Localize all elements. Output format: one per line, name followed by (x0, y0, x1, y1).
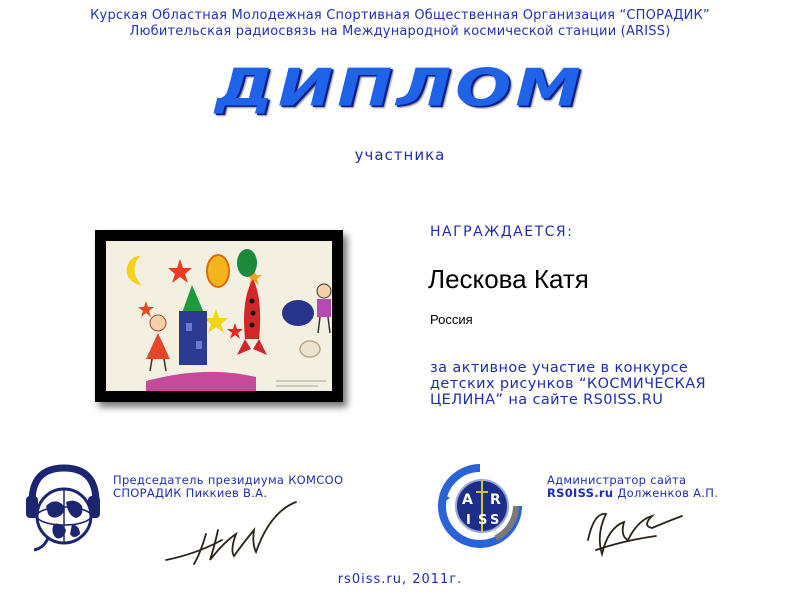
program-name-line: Любительская радиосвязь на Международной космической станции (ARISS) (129, 24, 671, 39)
recipient-country: Россия (430, 312, 473, 327)
award-reason (430, 360, 770, 408)
administrator-signature (578, 500, 698, 565)
ariss-letter: A (462, 492, 473, 508)
award-reason-line: за активное участие в конкурсе (430, 360, 689, 376)
chairman-caption (113, 474, 343, 500)
ariss-letter: S (478, 513, 488, 528)
childrens-drawing-image (106, 241, 332, 391)
organization-name-line: Курская Областная Молодежная Спортивная Общественная Организация “СПОРАДИК” (90, 8, 710, 23)
ariss-letter: I (466, 513, 471, 528)
award-reason-line: ЦЕЛИНА” на сайте RS0ISS.RU (430, 392, 664, 408)
diploma-title: ДИПЛОМ (215, 58, 585, 119)
administrator-name: Долженков А.П. (613, 486, 719, 500)
site-name: RS0ISS.ru (547, 486, 614, 500)
diploma-subtitle: участника (354, 146, 446, 164)
sporadic-globe-logo (24, 462, 102, 554)
administrator-caption (547, 474, 718, 500)
drawing-frame (95, 230, 343, 402)
footer-site-year: rs0iss.ru, 2011г. (337, 572, 463, 587)
recipient-name: Лескова Катя (428, 264, 589, 294)
administrator-title: Администратор сайта (547, 473, 687, 487)
ariss-letter: S (490, 513, 500, 528)
ariss-letter: R (490, 492, 501, 508)
chairman-name: СПОРАДИК Пиккиев В.А. (113, 486, 268, 500)
award-reason-line: детских рисунков “КОСМИЧЕСКАЯ (430, 376, 706, 392)
chairman-signature (160, 500, 300, 570)
awarded-label: НАГРАЖДАЕТСЯ: (430, 224, 574, 240)
administrator-name-line (547, 487, 718, 500)
chairman-title: Председатель президиума КОМСОО (113, 473, 344, 487)
ariss-logo (436, 462, 524, 550)
